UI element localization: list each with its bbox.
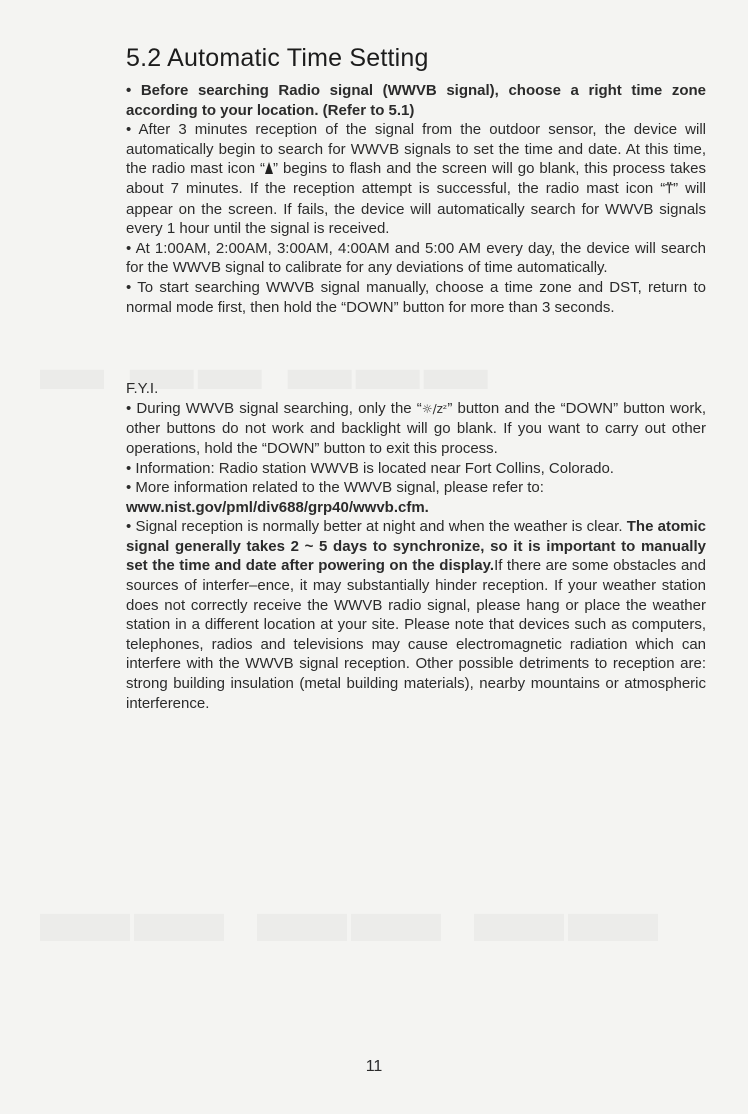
section-heading: 5.2 Automatic Time Setting [126, 44, 429, 72]
fyi-searching-note [126, 399, 706, 459]
instruction-time-zone: • Before searching Radio signal (WWVB signal), choose a right time zone according to your location. (Refer to 5.1) [126, 82, 706, 119]
auto-search-text-c: ” will appear on the screen. If fails, the device will automatically search for WWVB signals every 1 hour until the signal is received. [126, 179, 706, 238]
instruction-manual-search: • To start searching WWVB signal manually, choose a time zone and DST, return to normal mode first, then hold the “DOWN” button for more than 3 seconds. [126, 278, 706, 316]
fyi-more-info-text: • More information related to the WWVB signal, please refer to: [126, 479, 544, 497]
radio-mast-icon [265, 162, 273, 174]
fyi-more-info [126, 478, 706, 517]
fyi-station-location: • Information: Radio station WWVB is located near Fort Collins, Colorado. [126, 459, 614, 477]
light-snooze-icon: ☼/zᶻ [421, 401, 448, 416]
fyi-reception-note [126, 517, 706, 713]
page-number: 11 [365, 1058, 383, 1075]
auto-search-text-b: ” begins to flash and the screen will go blank, this process takes about 7 minutes. If the reception attempt is successful, the radio mast icon “ [126, 160, 706, 197]
instruction-auto-search [126, 120, 706, 239]
fyi-searching-text-a: • During WWVB signal searching, only the “ [126, 399, 422, 417]
radio-mast-signal-icon: ⍡ [665, 181, 674, 197]
fyi-searching-text-b: ” button and the “DOWN” button work, other buttons do not work and backlight will go blank. If you want to carry out other operations, hold the “DOWN” button to exit this process. [126, 399, 707, 457]
fyi-heading: F.Y.I. [126, 380, 159, 398]
auto-search-text-a: • After 3 minutes reception of the signal from the outdoor sensor, the device will automatically begin to search for WWVB signals to set the time and date. At this time, the radio mast icon “ [126, 121, 706, 178]
bleed-through-background-lower [40, 860, 720, 950]
fyi-reception-bold: The atomic signal generally takes 2 ~ 5 days to synchronize, so it is important to manually set the time and date after powering on the display. [126, 518, 707, 575]
instruction-daily-calibration: • At 1:00AM, 2:00AM, 3:00AM, 4:00AM and 5:00 AM every day, the device will search for the WWVB signal to calibrate for any deviations of time automatically. [126, 239, 706, 277]
nist-url-link[interactable]: www.nist.gov/pml/div688/grp40/wwvb.cfm. [126, 498, 429, 516]
section-content [126, 44, 706, 713]
fyi-reception-text-a: • Signal reception is normally better at night and when the weather is clear. [126, 518, 623, 536]
fyi-reception-text-b: If there are some obstacles and sources of interfer–ence, it may substantially hinder reception. If your weather station does not correctly receive the WWVB radio signal, please hang or place the weather station in a different location at your site. Please note that devices such as computers, telephones, radios and televisions may cause electromagnetic radiation which can interfere with the WWVB signal reception. Other possible detriments to reception are: strong building insulation (metal building materials), nearby mountains or atmospheric interference. [126, 557, 706, 712]
spacer [126, 317, 706, 379]
